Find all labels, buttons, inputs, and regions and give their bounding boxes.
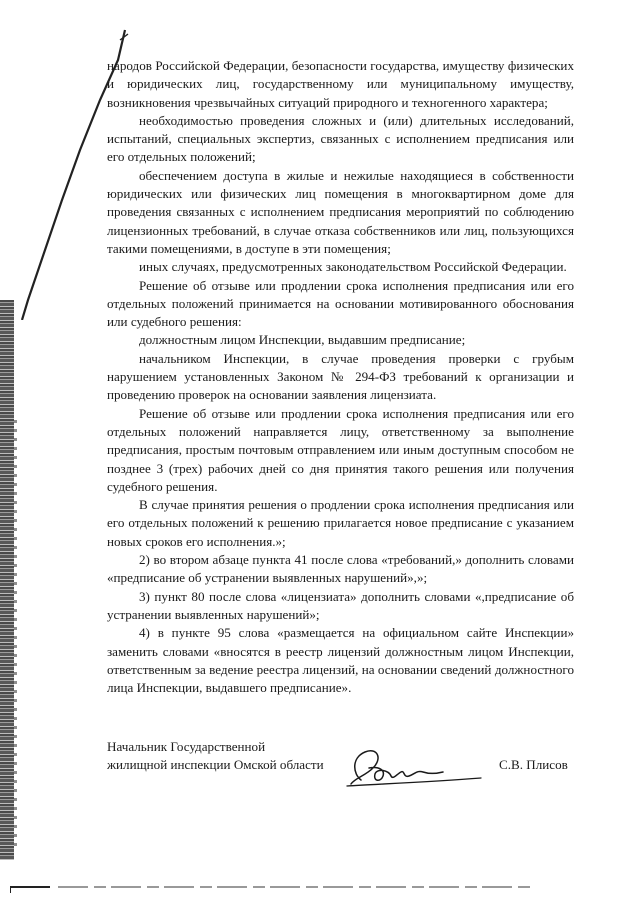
- scan-artifact-bottom-line: [10, 883, 610, 895]
- paragraph: иных случаях, предусмотренных законодательством Российской Федерации.: [139, 259, 567, 275]
- paragraph: необходимостью проведения сложных и (или) длительных исследований, испытаний, специальных экспертиз, связанных с исполнением предписания или его отдельных положений;: [107, 112, 574, 165]
- paragraph: Решение об отзыве или продлении срока исполнения предписания или его отдельных положений направляется лицу, ответственному за выполнение предписания, простым почтовым отправлением или иным доступным способом не позднее 3 (трех) рабочих дней со дня принятия такого решения или получения судебного решения.: [107, 405, 574, 494]
- paragraph: 4) в пункте 95 слова «размещается на официальном сайте Инспекции» заменить словами «вносятся в реестр лицензий должностным лицом Инспекции, ответственным за ведение реестра лицензий, на основании сведений должностного лица Инспекции, выдавшего предписание».: [107, 625, 574, 696]
- paragraph: народов Российской Федерации, безопасности государства, имуществу физических и юридических лиц, государственному или муниципальному имуществу, возникновения чрезвычайных ситуаций природного и техногенного характера;: [107, 58, 574, 110]
- document-body: [107, 57, 574, 697]
- signatory-title-line: Начальник Государственной: [107, 739, 266, 754]
- paragraph: должностным лицом Инспекции, выдавшим предписание;: [139, 332, 466, 348]
- handwritten-signature: [339, 744, 489, 794]
- paragraph: 2) во втором абзаце пункта 41 после слова «требований,» дополнить словами «предписание об устранении выявленных нарушений»,»;: [107, 552, 574, 586]
- signature-block: [107, 738, 577, 798]
- signatory-title-line: жилищной инспекции Омской области: [107, 757, 324, 773]
- paragraph: Решение об отзыве или продлении срока исполнения предписания или его отдельных положений принимается на основании мотивированного обоснования или судебного решения:: [107, 277, 574, 330]
- signatory-name: С.В. Плисов: [499, 757, 568, 772]
- signatory-title: [107, 738, 347, 775]
- scan-artifact-left-edge: [0, 300, 14, 860]
- scan-artifact-left-edge-dashes: [14, 420, 17, 850]
- paragraph: начальником Инспекции, в случае проведения проверки с грубым нарушением установленных Законом № 294-ФЗ требований к организации и проведению проверок на основании заявления лицензиата.: [107, 350, 574, 403]
- paragraph: обеспечением доступа в жилые и нежилые находящиеся в собственности юридических или физических лиц помещения в многоквартирном доме для проведения связанных с исполнением предписания мероприятий по соблюдению лицензионных требований, в случае отказа собственников или лиц, пользующихся такими помещениями, в доступе в эти помещения;: [107, 167, 574, 256]
- paragraph: В случае принятия решения о продлении срока исполнения предписания или его отдельных положений к решению прилагается новое предписание с указанием новых сроков его исполнения.»;: [107, 497, 574, 549]
- paragraph: 3) пункт 80 после слова «лицензиата» дополнить словами «,предписание об устранении выявленных нарушений»;: [107, 588, 574, 622]
